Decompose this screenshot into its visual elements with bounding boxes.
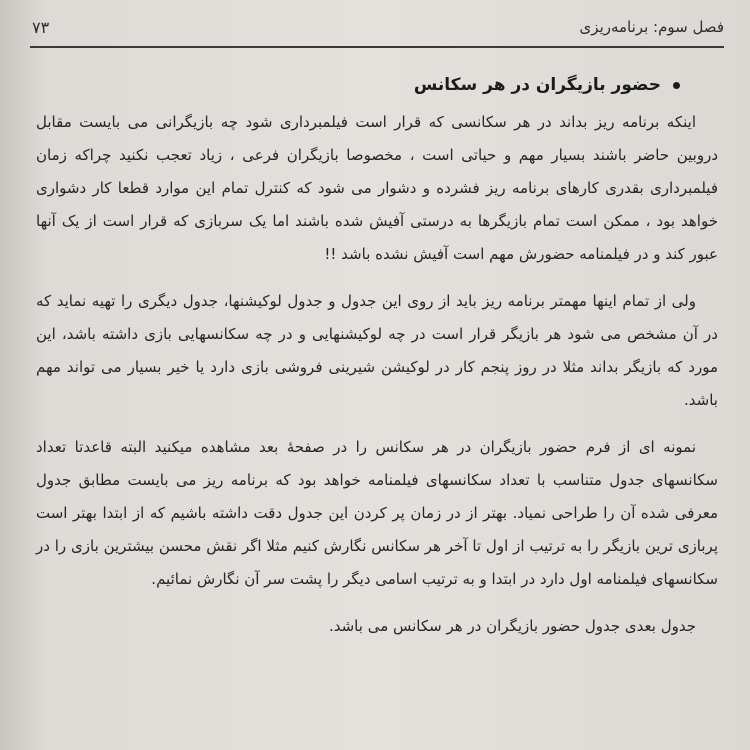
page-body [36,70,718,657]
paragraph-3: نمونه ای از فرم حضور بازیگران در هر سکانس را در صفحهٔ بعد مشاهده میکنید البته قاعدتا تعداد سکانسهای جدول متناسب با تعداد سکانسهای فیلمنامه خواهد بود که برنامه ریز می بایست مطابق جدول معرفی شده آن را طراحی نمیاد. بهتر از در زمان پر کردن این جدول دقت داشته باشیم که از ابتدا بهتر است پربازی ترین بازیگر را به ترتیب از اول تا آخر هر سکانس نگارش کنیم مثلا اگر نقش محسن بیشترین بازی را در سکانسهای فیلمنامه اول دارد در ابتدا و به ترتیب اسامی دیگر را پشت سر آن نگارش نمائیم. [36,438,718,588]
page-header [32,16,724,44]
header-divider [30,46,724,48]
paragraph-4: جدول بعدی جدول حضور بازیگران در هر سکانس می باشد. [328,617,696,635]
section-heading-text: حضور بازیگران در هر سکانس [413,75,661,95]
paragraph-1: اینکه برنامه ریز بداند در هر سکانسی که قرار است فیلمبرداری شود چه بازیگرانی می بایست مقابل دروبین حاضر باشند بسیار مهم و حیاتی است ، مخصوصا بازیگران فرعی ، زیاد تعجب نکنید چراکه زمان فیلمبرداری بقدری کارهای برنامه ریز فشرده و دشوار می شود که کنترل تمام این موارد قطعا کار دشواری خواهد بود ، ممکن است تمام بازیگرها به درستی آفیش شده باشند اما یک سربازی که قرار است از یک آنها عبور کند و در فیلمنامه حضورش مهم است آفیش نشده باشد !! [36,113,718,263]
paragraph-2: ولی از تمام اینها مهمتر برنامه ریز باید از روی این جدول و جدول لوکیشنها، جدول دیگری را تهیه نماید که در آن مشخص می شود هر بازیگر قرار است در چه لوکیشنهایی و در چه سکانسهایی بازی داشته باشد، این مورد که بازیگر بداند مثلا در روز پنجم کار در لوکیشن شیرینی فروشی بازی دارد یا خیر بسیار می تواند مهم باشد. [36,292,718,409]
section-heading [36,70,718,100]
chapter-title: فصل سوم: برنامه‌ریزی [579,18,724,36]
page-number: ۷۳ [32,18,50,37]
bullet-icon [673,82,680,89]
